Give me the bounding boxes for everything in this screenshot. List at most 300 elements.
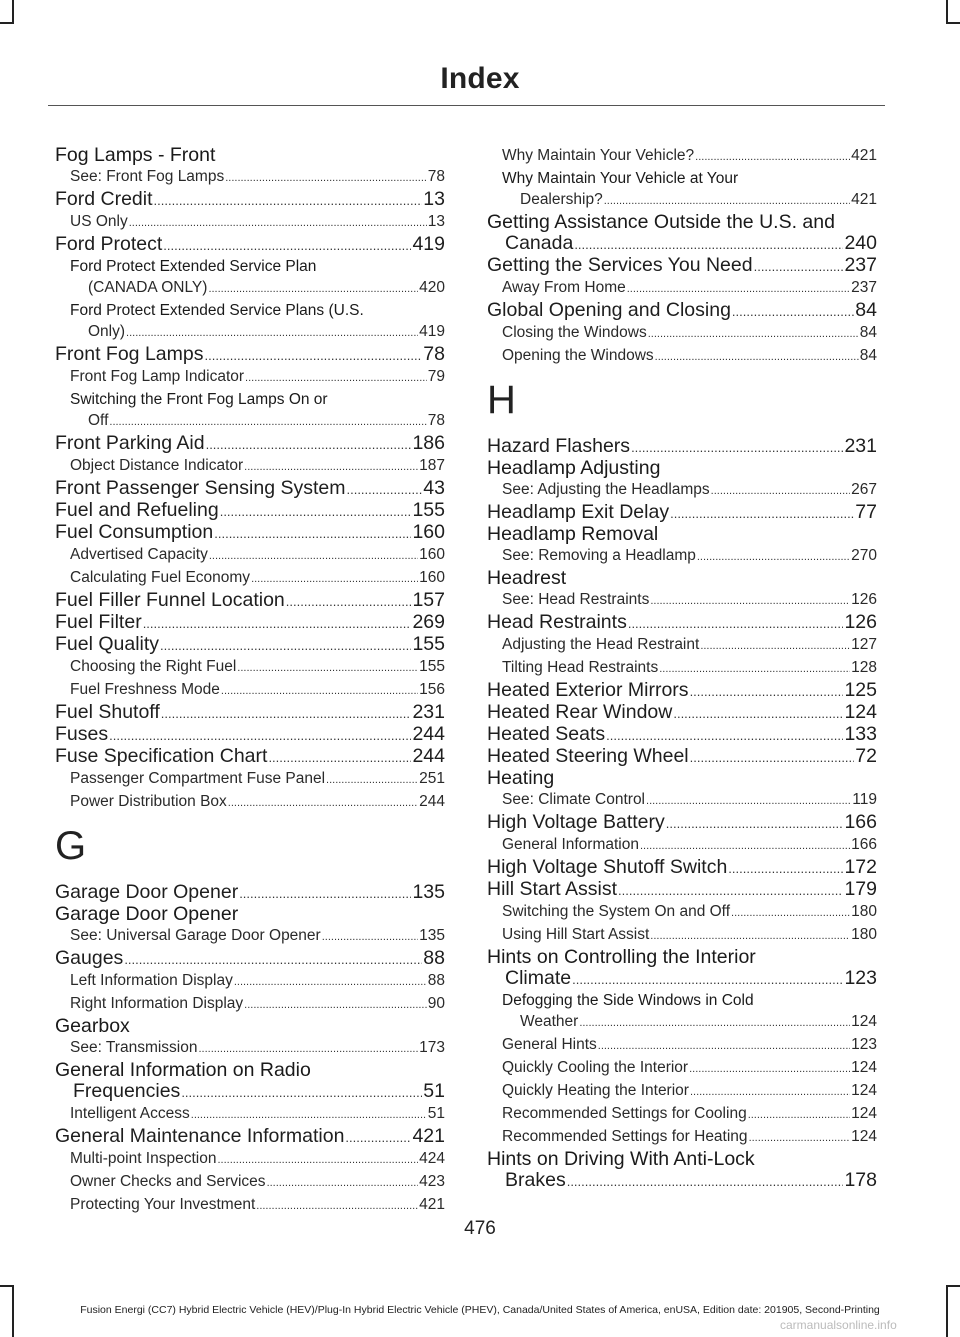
dot-leader bbox=[670, 502, 854, 524]
page-ref: 125 bbox=[844, 679, 877, 701]
page-ref: 423 bbox=[419, 1173, 445, 1190]
dot-leader bbox=[256, 1194, 418, 1217]
index-subentry[interactable] bbox=[487, 1034, 877, 1057]
page-number: 476 bbox=[464, 1218, 496, 1239]
dot-leader bbox=[109, 410, 426, 433]
dot-leader bbox=[627, 277, 850, 300]
dot-leader bbox=[673, 702, 843, 724]
dot-leader bbox=[754, 255, 844, 277]
page-ref: 90 bbox=[427, 995, 445, 1012]
page-ref: 419 bbox=[419, 323, 445, 340]
page-ref: 155 bbox=[412, 499, 445, 521]
entry-text: Getting Assistance Outside the U.S. and bbox=[487, 211, 835, 233]
dot-leader bbox=[129, 211, 427, 234]
index-entry[interactable] bbox=[55, 500, 445, 522]
index-subentry[interactable] bbox=[55, 1037, 445, 1060]
dot-leader bbox=[326, 768, 418, 791]
page-ref: 124 bbox=[851, 1013, 877, 1030]
entry-text: Ford Protect bbox=[55, 233, 163, 255]
page-ref: 244 bbox=[412, 723, 445, 745]
title-divider bbox=[48, 105, 885, 106]
page-ref: 180 bbox=[851, 926, 877, 943]
entry-text: Passenger Compartment Fuse Panel bbox=[70, 770, 326, 787]
entry-text: Right Information Display bbox=[70, 995, 244, 1012]
dot-leader bbox=[689, 1057, 850, 1080]
entry-text: Fuse Specification Chart bbox=[55, 745, 268, 767]
entry-text: Front Fog Lamps bbox=[55, 343, 204, 365]
index-entry[interactable] bbox=[487, 812, 877, 834]
dot-leader bbox=[604, 189, 850, 212]
entry-continuation bbox=[487, 233, 877, 255]
dot-leader bbox=[690, 1080, 850, 1103]
dot-leader bbox=[640, 834, 850, 857]
page-ref: 251 bbox=[419, 770, 445, 787]
index-entry[interactable] bbox=[55, 612, 445, 634]
dot-leader bbox=[191, 1103, 427, 1126]
index-subentry[interactable] bbox=[55, 656, 445, 679]
index-subentry[interactable] bbox=[55, 970, 445, 993]
page-ref: 124 bbox=[851, 1105, 877, 1122]
entry-text: General Information on Radio bbox=[55, 1059, 311, 1081]
entry-text: See: Transmission bbox=[70, 1039, 198, 1056]
dot-leader bbox=[666, 812, 844, 834]
dot-leader bbox=[208, 277, 418, 300]
index-subentry[interactable] bbox=[55, 1171, 445, 1194]
dot-leader bbox=[206, 433, 412, 455]
index-entry[interactable] bbox=[487, 436, 877, 458]
dot-leader bbox=[598, 1034, 850, 1057]
index-subentry[interactable] bbox=[487, 1057, 877, 1080]
page-ref: 133 bbox=[844, 723, 877, 745]
index-subentry[interactable] bbox=[487, 634, 877, 657]
entry-text: Away From Home bbox=[502, 279, 626, 296]
entry-text: Fuel Shutoff bbox=[55, 701, 160, 723]
index-subentry[interactable] bbox=[487, 789, 877, 812]
entry-text: Front Passenger Sensing System bbox=[55, 477, 346, 499]
page-title: Index bbox=[440, 62, 520, 95]
crop-mark-top-right bbox=[946, 0, 948, 22]
entry-text: Owner Checks and Services bbox=[70, 1173, 266, 1190]
page-ref: 124 bbox=[844, 701, 877, 723]
entry-text-cont: Canada bbox=[505, 232, 574, 254]
page-ref: 420 bbox=[419, 279, 445, 296]
dot-leader bbox=[160, 634, 411, 656]
dot-leader bbox=[181, 1081, 422, 1103]
entry-text: High Voltage Shutoff Switch bbox=[487, 856, 728, 878]
entry-text: Quickly Cooling the Interior bbox=[502, 1059, 689, 1076]
dot-leader bbox=[286, 590, 412, 612]
entry-text: Fuel Quality bbox=[55, 633, 160, 655]
index-subentry[interactable] bbox=[487, 834, 877, 857]
entry-text: Tilting Head Restraints bbox=[502, 659, 659, 676]
page-ref: 126 bbox=[844, 611, 877, 633]
index-subentry[interactable] bbox=[487, 657, 877, 680]
index-subentry[interactable] bbox=[55, 1103, 445, 1126]
dot-leader bbox=[217, 1148, 418, 1171]
page-ref: 173 bbox=[419, 1039, 445, 1056]
page-ref: 419 bbox=[412, 233, 445, 255]
page-ref: 160 bbox=[419, 569, 445, 586]
dot-leader bbox=[124, 948, 422, 970]
page-ref: 231 bbox=[412, 701, 445, 723]
index-subentry[interactable] bbox=[487, 901, 877, 924]
crop-mark-bottom-left-h bbox=[0, 1285, 14, 1287]
index-entry[interactable] bbox=[55, 478, 445, 500]
page-ref: 180 bbox=[851, 903, 877, 920]
entry-continuation bbox=[55, 1081, 445, 1103]
page-ref: 172 bbox=[844, 856, 877, 878]
page-ref: 43 bbox=[423, 477, 445, 499]
dot-leader bbox=[143, 612, 412, 634]
dot-leader bbox=[731, 901, 850, 924]
index-entry[interactable] bbox=[55, 189, 445, 211]
page-ref: 84 bbox=[855, 299, 877, 321]
dot-leader bbox=[650, 589, 850, 612]
page-ref: 156 bbox=[419, 681, 445, 698]
index-subentry[interactable] bbox=[55, 455, 445, 478]
index-entry[interactable] bbox=[487, 746, 877, 768]
index-subentry[interactable] bbox=[55, 1194, 445, 1217]
dot-leader bbox=[204, 344, 422, 366]
index-subentry[interactable] bbox=[55, 993, 445, 1016]
page-ref: 51 bbox=[423, 1080, 445, 1102]
page-ref: 126 bbox=[851, 591, 877, 608]
entry-text: Ford Credit bbox=[55, 188, 153, 210]
index-subentry[interactable] bbox=[487, 924, 877, 947]
entry-text: Quickly Heating the Interior bbox=[502, 1082, 689, 1099]
index-subentry[interactable] bbox=[487, 277, 877, 300]
page-ref: 240 bbox=[844, 232, 877, 254]
index-entry[interactable] bbox=[55, 234, 445, 256]
entry-text: See: Climate Control bbox=[502, 791, 646, 808]
index-column-left bbox=[55, 145, 445, 1217]
index-heading: Gearbox bbox=[55, 1015, 130, 1037]
entry-continuation bbox=[70, 321, 445, 344]
entry-text: Ford Protect Extended Service Plan bbox=[70, 258, 317, 275]
page-ref: 267 bbox=[851, 481, 877, 498]
index-subentry[interactable] bbox=[487, 1103, 877, 1126]
entry-text: Hints on Driving With Anti-Lock bbox=[487, 1148, 755, 1170]
dot-leader bbox=[220, 500, 412, 522]
page-ref: 160 bbox=[412, 521, 445, 543]
page-ref: 124 bbox=[851, 1128, 877, 1145]
entry-text: Opening the Windows bbox=[502, 347, 654, 364]
entry-text: Intelligent Access bbox=[70, 1105, 190, 1122]
dot-leader bbox=[109, 724, 411, 746]
index-entry[interactable] bbox=[55, 522, 445, 544]
entry-text: Fuel and Refueling bbox=[55, 499, 219, 521]
entry-text: Closing the Windows bbox=[502, 324, 647, 341]
entry-text: Recommended Settings for Heating bbox=[502, 1128, 748, 1145]
dot-leader bbox=[579, 1011, 850, 1034]
index-subentry[interactable] bbox=[55, 544, 445, 567]
index-subentry[interactable] bbox=[487, 545, 877, 568]
page-ref: 13 bbox=[423, 188, 445, 210]
dot-leader bbox=[618, 879, 843, 901]
index-entry[interactable] bbox=[487, 255, 877, 277]
index-entry[interactable] bbox=[55, 702, 445, 724]
entry-text: Front Fog Lamp Indicator bbox=[70, 368, 245, 385]
index-heading: Heating bbox=[487, 767, 555, 789]
dot-leader bbox=[244, 993, 427, 1016]
index-entry[interactable] bbox=[487, 879, 877, 901]
entry-text-cont: Dealership? bbox=[520, 191, 603, 208]
crop-mark-bottom-right-h bbox=[946, 1285, 960, 1287]
dot-leader bbox=[690, 680, 844, 702]
dot-leader bbox=[209, 544, 418, 567]
page-ref: 421 bbox=[412, 1125, 445, 1147]
page-ref: 269 bbox=[412, 611, 445, 633]
dot-leader bbox=[648, 322, 859, 345]
index-entry[interactable] bbox=[55, 590, 445, 612]
entry-text-cont: (CANADA ONLY) bbox=[88, 279, 208, 296]
page-ref: 186 bbox=[412, 432, 445, 454]
entry-text: Heated Rear Window bbox=[487, 701, 673, 723]
dot-leader bbox=[161, 702, 412, 724]
entry-text: See: Head Restraints bbox=[502, 591, 650, 608]
page-ref: 155 bbox=[412, 633, 445, 655]
index-entry-wrapped[interactable] bbox=[487, 212, 877, 255]
dot-leader bbox=[214, 522, 411, 544]
index-subentry[interactable] bbox=[55, 211, 445, 234]
page-ref: 421 bbox=[851, 147, 877, 164]
index-entry[interactable] bbox=[487, 680, 877, 702]
dot-leader bbox=[126, 321, 418, 344]
entry-text: General Hints bbox=[502, 1036, 597, 1053]
index-subentry[interactable] bbox=[487, 1080, 877, 1103]
page-ref: 123 bbox=[844, 967, 877, 989]
index-subentry[interactable] bbox=[55, 1148, 445, 1171]
dot-leader bbox=[244, 455, 418, 478]
index-subentry[interactable] bbox=[55, 679, 445, 702]
entry-text: Heated Steering Wheel bbox=[487, 745, 689, 767]
index-entry[interactable] bbox=[55, 724, 445, 746]
index-subentry[interactable] bbox=[487, 145, 877, 168]
entry-text-cont: Brakes bbox=[505, 1169, 566, 1191]
dot-leader bbox=[572, 968, 843, 990]
page-ref: 166 bbox=[844, 811, 877, 833]
page-ref: 124 bbox=[851, 1082, 877, 1099]
entry-text: Front Parking Aid bbox=[55, 432, 205, 454]
page-ref: 424 bbox=[419, 1150, 445, 1167]
footer-edition-info: Fusion Energi (CC7) Hybrid Electric Vehicle (HEV)/Plug-In Hybrid Electric Vehicle (PHEV), Canada/United States of America, enUSA, Edition date: 201905, Second-Printing bbox=[80, 1304, 880, 1316]
entry-text: Hazard Flashers bbox=[487, 435, 631, 457]
page-ref: 124 bbox=[851, 1059, 877, 1076]
entry-text: Fuses bbox=[55, 723, 109, 745]
page-ref: 237 bbox=[851, 279, 877, 296]
page-ref: 84 bbox=[859, 347, 877, 364]
dot-leader bbox=[228, 791, 418, 814]
dot-leader bbox=[234, 970, 427, 993]
index-entry[interactable] bbox=[55, 634, 445, 656]
dot-leader bbox=[659, 657, 850, 680]
index-subentry[interactable] bbox=[55, 567, 445, 590]
index-heading: Fog Lamps - Front bbox=[55, 144, 216, 166]
index-entry[interactable] bbox=[55, 948, 445, 970]
entry-text: US Only bbox=[70, 213, 128, 230]
entry-continuation bbox=[502, 189, 877, 212]
index-subentry[interactable] bbox=[55, 166, 445, 189]
dot-leader bbox=[239, 882, 411, 904]
index-subentry-wrapped[interactable] bbox=[55, 256, 445, 300]
dot-leader bbox=[628, 612, 844, 634]
entry-text: Calculating Fuel Economy bbox=[70, 569, 251, 586]
crop-mark-top-left-h bbox=[0, 22, 14, 24]
page-ref: 135 bbox=[419, 927, 445, 944]
dot-leader bbox=[268, 746, 411, 768]
entry-text: Defogging the Side Windows in Cold bbox=[502, 992, 754, 1009]
dot-leader bbox=[163, 234, 411, 256]
page-ref: 178 bbox=[844, 1169, 877, 1191]
dot-leader bbox=[267, 1171, 419, 1194]
dot-leader bbox=[697, 545, 850, 568]
index-entry[interactable] bbox=[487, 724, 877, 746]
index-entry[interactable] bbox=[487, 702, 877, 724]
index-heading: Headrest bbox=[487, 567, 567, 589]
index-subentry[interactable] bbox=[487, 1126, 877, 1149]
dot-leader bbox=[199, 1037, 419, 1060]
entry-text: Getting the Services You Need bbox=[487, 254, 753, 276]
page-ref: 79 bbox=[427, 368, 445, 385]
dot-leader bbox=[606, 724, 843, 746]
page-ref: 128 bbox=[851, 659, 877, 676]
page-ref: 127 bbox=[851, 636, 877, 653]
dot-leader bbox=[154, 189, 423, 211]
index-subentry[interactable] bbox=[487, 479, 877, 502]
page-ref: 270 bbox=[851, 547, 877, 564]
index-entry[interactable] bbox=[487, 502, 877, 524]
entry-text: Switching the Front Fog Lamps On or bbox=[70, 391, 328, 408]
index-subentry-wrapped[interactable] bbox=[487, 990, 877, 1034]
dot-leader bbox=[346, 478, 422, 500]
page-ref: 78 bbox=[427, 412, 445, 429]
entry-text: General Maintenance Information bbox=[55, 1125, 345, 1147]
index-heading: Garage Door Opener bbox=[55, 903, 239, 925]
entry-text: Fuel Filter bbox=[55, 611, 142, 633]
entry-text-cont: Off bbox=[88, 412, 109, 429]
entry-continuation bbox=[502, 1011, 877, 1034]
dot-leader bbox=[322, 925, 418, 948]
page-ref: 187 bbox=[419, 457, 445, 474]
index-heading: Headlamp Removal bbox=[487, 523, 659, 545]
index-column-right bbox=[487, 145, 877, 1192]
entry-text: Advertised Capacity bbox=[70, 546, 208, 563]
index-entry[interactable] bbox=[55, 746, 445, 768]
entry-continuation bbox=[487, 1170, 877, 1192]
entry-text: General Information bbox=[502, 836, 639, 853]
index-entry[interactable] bbox=[487, 612, 877, 634]
entry-text: Hill Start Assist bbox=[487, 878, 618, 900]
index-entry-wrapped[interactable] bbox=[487, 947, 877, 990]
index-subentry[interactable] bbox=[55, 925, 445, 948]
section-letter: H bbox=[487, 378, 516, 422]
entry-text: Fuel Consumption bbox=[55, 521, 214, 543]
index-subentry[interactable] bbox=[55, 366, 445, 389]
entry-text: See: Adjusting the Headlamps bbox=[502, 481, 710, 498]
dot-leader bbox=[574, 233, 843, 255]
dot-leader bbox=[690, 746, 855, 768]
page-ref: 78 bbox=[427, 168, 445, 185]
index-entry-wrapped[interactable] bbox=[55, 1060, 445, 1103]
index-entry[interactable] bbox=[487, 857, 877, 879]
dot-leader bbox=[728, 857, 843, 879]
dot-leader bbox=[221, 679, 418, 702]
index-subentry-wrapped[interactable] bbox=[487, 168, 877, 212]
page-ref: 13 bbox=[427, 213, 445, 230]
index-subentry[interactable] bbox=[55, 768, 445, 791]
section-letter: G bbox=[55, 824, 87, 868]
entry-text: Fuel Filler Funnel Location bbox=[55, 589, 285, 611]
page-ref: 244 bbox=[419, 793, 445, 810]
page-ref: 237 bbox=[844, 254, 877, 276]
dot-leader bbox=[732, 300, 854, 322]
entry-text: Heated Seats bbox=[487, 723, 606, 745]
entry-text: Global Opening and Closing bbox=[487, 299, 731, 321]
entry-text: Choosing the Right Fuel bbox=[70, 658, 237, 675]
entry-text: Ford Protect Extended Service Plans (U.S. bbox=[70, 302, 364, 319]
page-ref: 88 bbox=[423, 947, 445, 969]
entry-text: See: Universal Garage Door Opener bbox=[70, 927, 321, 944]
page-ref: 421 bbox=[419, 1196, 445, 1213]
entry-text: See: Front Fog Lamps bbox=[70, 168, 225, 185]
index-subentry[interactable] bbox=[487, 589, 877, 612]
index-subentry[interactable] bbox=[487, 322, 877, 345]
index-entry[interactable] bbox=[55, 433, 445, 455]
entry-text: Switching the System On and Off bbox=[502, 903, 731, 920]
index-subentry[interactable] bbox=[487, 345, 877, 368]
index-entry[interactable] bbox=[55, 882, 445, 904]
dot-leader bbox=[567, 1170, 844, 1192]
entry-text: Why Maintain Your Vehicle at Your bbox=[502, 170, 739, 187]
entry-continuation bbox=[70, 277, 445, 300]
entry-text: Object Distance Indicator bbox=[70, 457, 244, 474]
dot-leader bbox=[650, 924, 850, 947]
entry-text: Multi-point Inspection bbox=[70, 1150, 217, 1167]
page-ref: 84 bbox=[859, 324, 877, 341]
entry-text: Gauges bbox=[55, 947, 124, 969]
entry-text: Headlamp Exit Delay bbox=[487, 501, 670, 523]
dot-leader bbox=[695, 145, 850, 168]
index-subentry-wrapped[interactable] bbox=[55, 300, 445, 344]
entry-text: Head Restraints bbox=[487, 611, 627, 633]
entry-text-cont: Only) bbox=[88, 323, 126, 340]
entry-text: Garage Door Opener bbox=[55, 881, 239, 903]
index-entry-wrapped[interactable] bbox=[487, 1149, 877, 1192]
index-subentry-wrapped[interactable] bbox=[55, 389, 445, 433]
entry-text: Left Information Display bbox=[70, 972, 233, 989]
entry-text-cont: Frequencies bbox=[73, 1080, 181, 1102]
index-entry[interactable] bbox=[55, 1126, 445, 1148]
dot-leader bbox=[749, 1126, 851, 1149]
dot-leader bbox=[345, 1126, 411, 1148]
page-ref: 160 bbox=[419, 546, 445, 563]
page-ref: 231 bbox=[844, 435, 877, 457]
entry-continuation bbox=[487, 968, 877, 990]
page-ref: 179 bbox=[844, 878, 877, 900]
page-ref: 123 bbox=[851, 1036, 877, 1053]
dot-leader bbox=[700, 634, 850, 657]
index-entry[interactable] bbox=[487, 300, 877, 322]
index-entry[interactable] bbox=[55, 344, 445, 366]
dot-leader bbox=[631, 436, 843, 458]
page-ref: 155 bbox=[419, 658, 445, 675]
entry-text-cont: Weather bbox=[520, 1013, 579, 1030]
index-subentry[interactable] bbox=[55, 791, 445, 814]
entry-text: Protecting Your Investment bbox=[70, 1196, 256, 1213]
entry-text: Recommended Settings for Cooling bbox=[502, 1105, 747, 1122]
page-ref: 88 bbox=[427, 972, 445, 989]
crop-mark-top-right-h bbox=[946, 22, 960, 24]
